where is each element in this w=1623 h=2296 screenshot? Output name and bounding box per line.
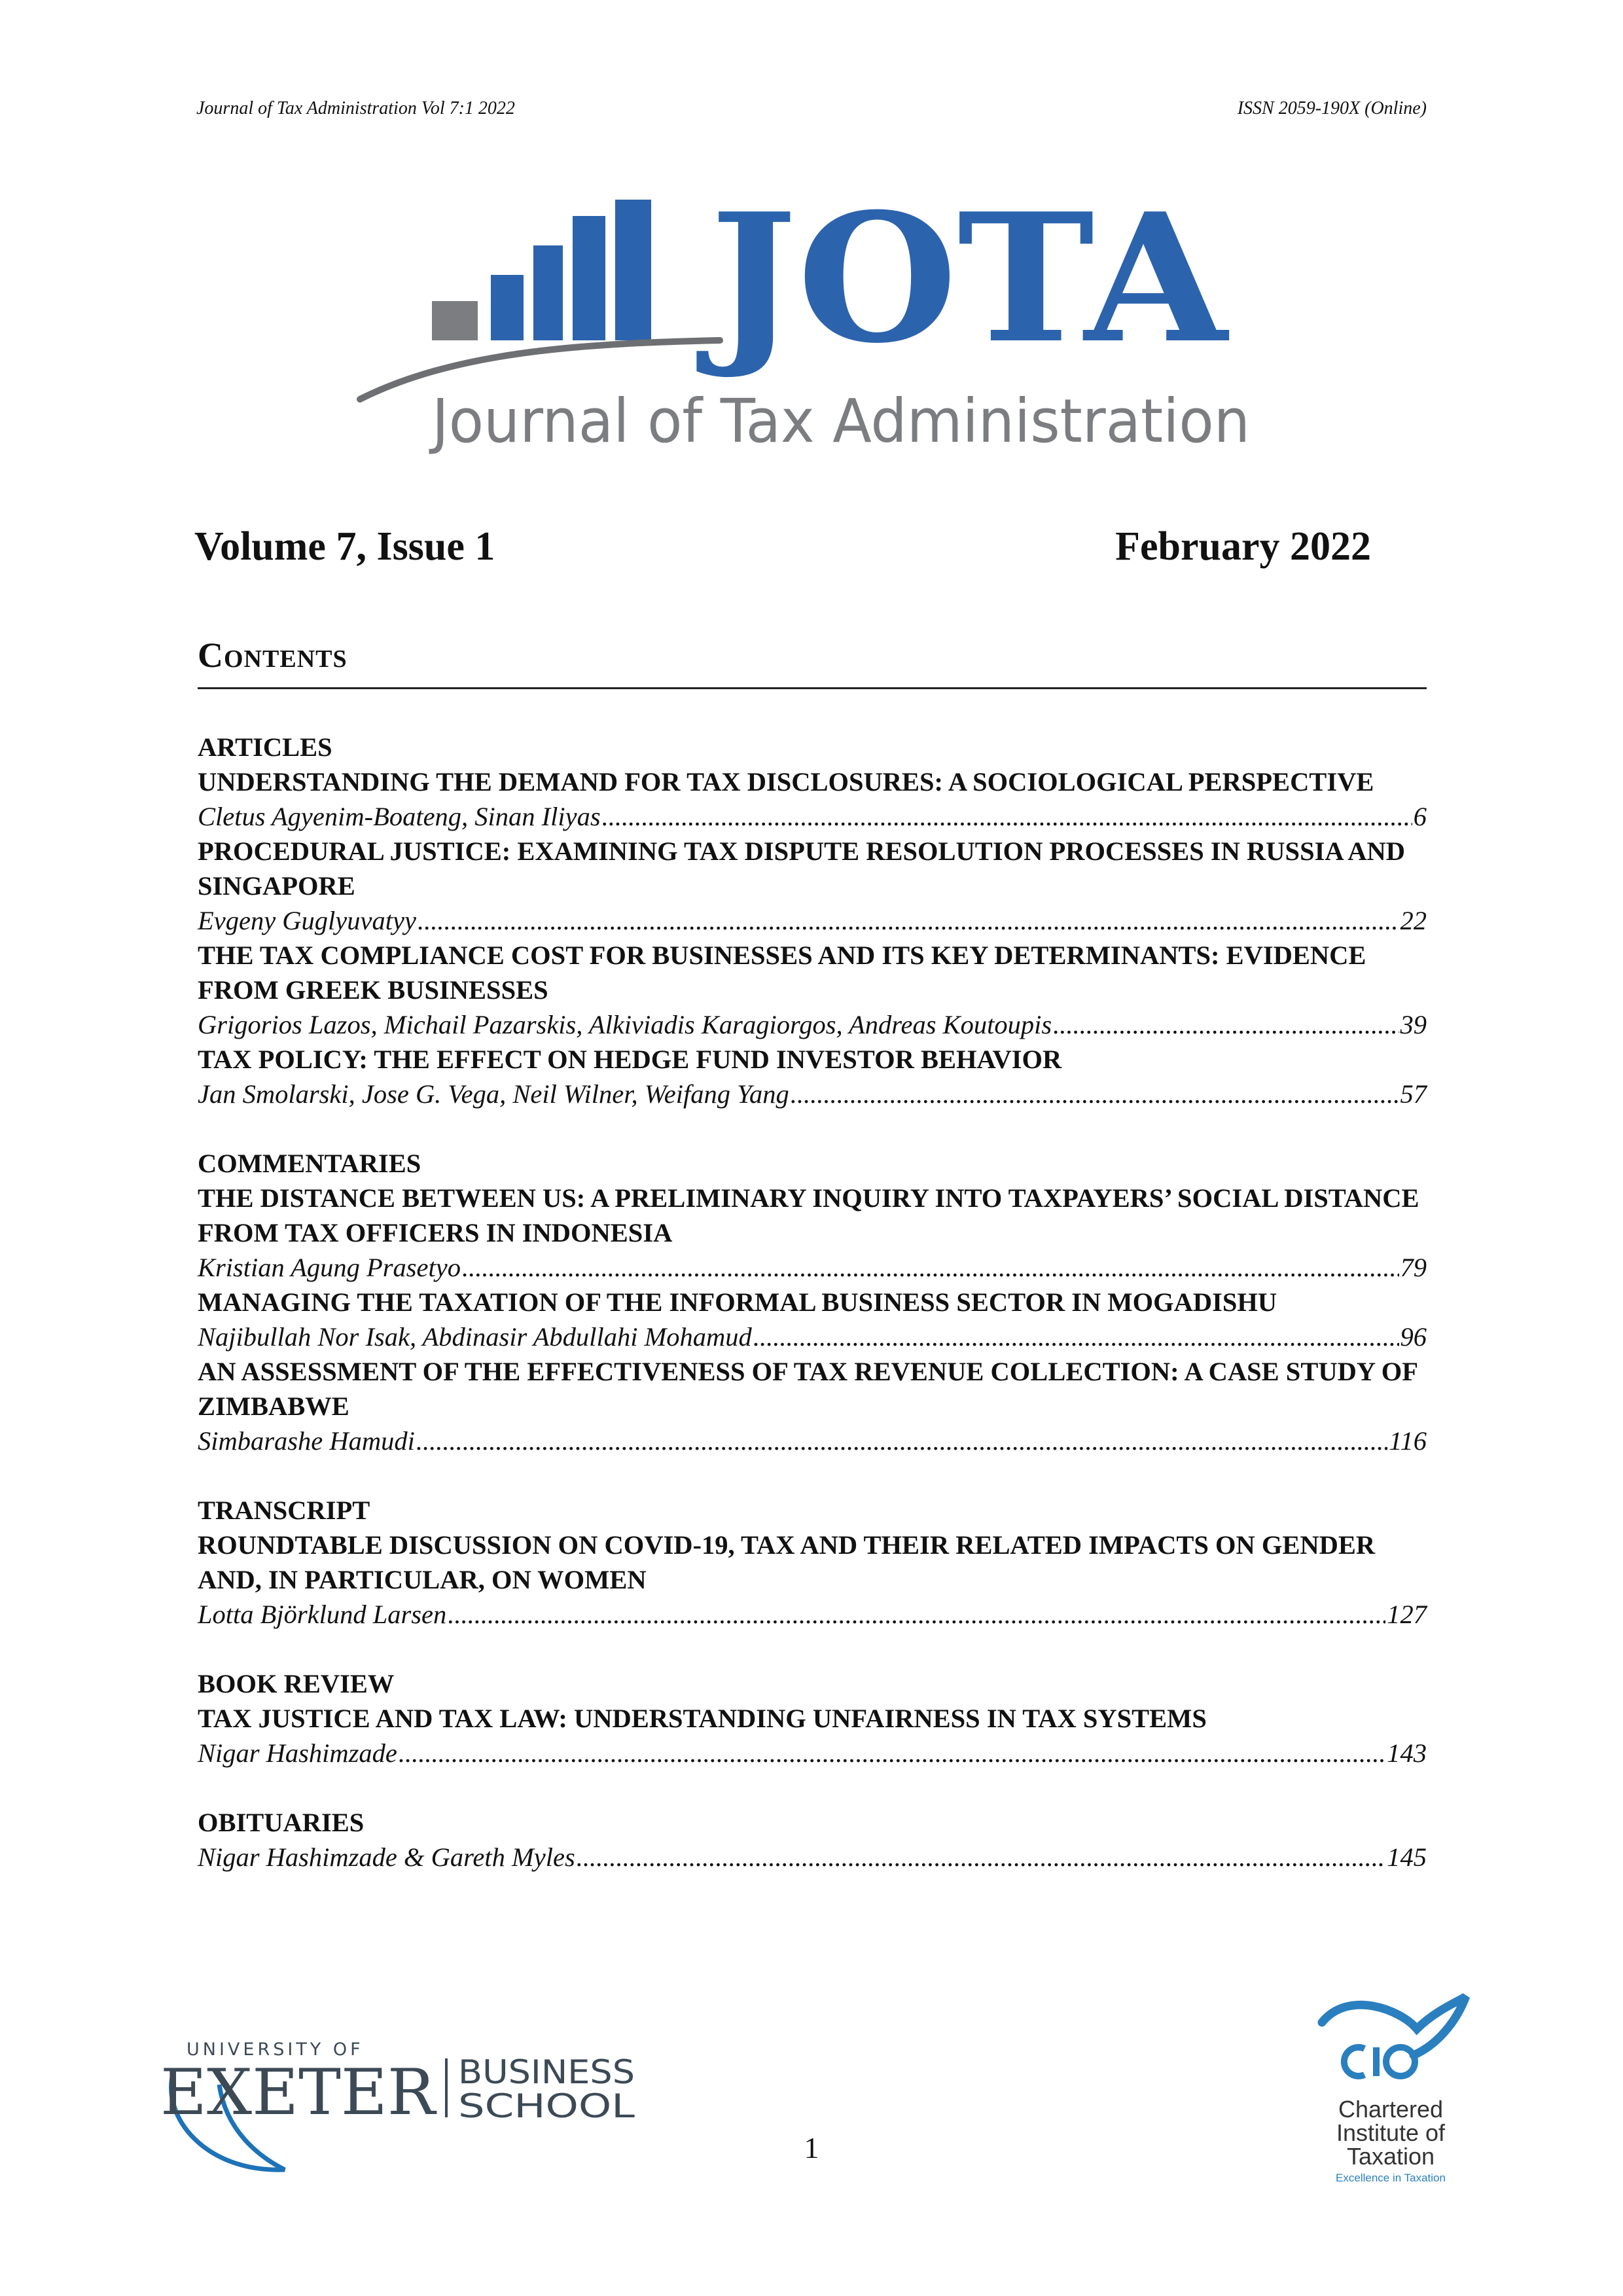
entry-authors: Najibullah Nor Isak, Abdinasir Abdullahi Mohamud [198, 1322, 752, 1352]
issue-line [194, 524, 1371, 570]
entry-author-line [198, 1736, 1427, 1770]
entry-page: 6 [1413, 802, 1427, 831]
entry-authors: Kristian Agung Prasetyo [198, 1253, 461, 1282]
ciot-line2: Institute of [1336, 2119, 1446, 2146]
dot-leader [577, 1840, 1386, 1874]
entry-page: 116 [1389, 1426, 1427, 1456]
toc-entry[interactable] [198, 1285, 1427, 1354]
dot-leader [462, 1250, 1399, 1285]
toc-entry[interactable] [198, 834, 1427, 938]
page-number: 1 [804, 2131, 819, 2164]
entry-page: 145 [1387, 1842, 1427, 1872]
entry-author-line [198, 1319, 1427, 1354]
dot-leader [399, 1736, 1385, 1770]
section-title: BOOK REVIEW [198, 1669, 395, 1698]
exeter-line3: BUSINESS [458, 2053, 635, 2091]
entry-authors: Jan Smolarski, Jose G. Vega, Neil Wilner, Weifang Yang [198, 1079, 789, 1109]
toc-entry[interactable] [198, 938, 1427, 1042]
entry-title: TAX POLICY: THE EFFECT ON HEDGE FUND INVESTOR BEHAVIOR [198, 1045, 1062, 1074]
ciot-line1: Chartered [1338, 2096, 1444, 2123]
toc-entry[interactable] [198, 1840, 1427, 1874]
ciot-i [1373, 2047, 1380, 2076]
entry-author-line [198, 1250, 1427, 1285]
entry-author-line [198, 1597, 1427, 1632]
dot-leader [753, 1319, 1399, 1354]
entry-authors: Lotta Björklund Larsen [198, 1600, 447, 1629]
journal-citation: Journal of Tax Administration Vol 7:1 2022 [196, 98, 515, 118]
ciot-tagline: Excellence in Taxation [1336, 2172, 1446, 2184]
logo-bar-1 [491, 275, 524, 340]
toc-section-articles [198, 730, 1427, 1111]
entry-title: THE TAX COMPLIANCE COST FOR BUSINESSES AND ITS KEY DETERMINANTS: EVIDENCE FROM GREEK BUSINESSES [198, 941, 1366, 1005]
ciot-c [1344, 2047, 1364, 2076]
exeter-line1: UNIVERSITY OF [187, 2039, 364, 2060]
logo-bar-grey [432, 301, 478, 340]
section-title: COMMENTARIES [198, 1149, 421, 1178]
entry-title: AN ASSESSMENT OF THE EFFECTIVENESS OF TAX REVENUE COLLECTION: A CASE STUDY OF ZIMBABWE [198, 1357, 1418, 1421]
dot-leader [418, 903, 1399, 938]
section-title: ARTICLES [198, 732, 332, 762]
toc-entry[interactable] [198, 1181, 1427, 1285]
entry-title: THE DISTANCE BETWEEN US: A PRELIMINARY INQUIRY INTO TAXPAYERS’ SOCIAL DISTANCE FROM TAX OFFICERS IN INDONESIA [198, 1183, 1419, 1247]
entry-title: ROUNDTABLE DISCUSSION ON COVID-19, TAX AND THEIR RELATED IMPACTS ON GENDER AND, IN PARTICULAR, ON WOMEN [198, 1530, 1376, 1594]
toc-section-commentaries [198, 1146, 1427, 1458]
entry-author-line [198, 1077, 1427, 1111]
contents-heading: Contents [198, 635, 1427, 689]
entry-author-line [198, 1424, 1427, 1458]
entry-authors: Grigorios Lazos, Michail Pazarskis, Alkiviadis Karagiorgos, Andreas Koutoupis [198, 1010, 1052, 1039]
table-of-contents [198, 730, 1427, 1909]
ciot-wordmark [1279, 2098, 1502, 2185]
entry-page: 22 [1400, 906, 1427, 935]
toc-entry[interactable] [198, 1528, 1427, 1632]
toc-entry[interactable] [198, 1701, 1427, 1770]
logo-bar-4 [615, 200, 651, 340]
toc-entry[interactable] [198, 1354, 1427, 1458]
entry-authors: Cletus Agyenim-Boateng, Sinan Iliyas [198, 802, 601, 831]
section-title: TRANSCRIPT [198, 1496, 370, 1525]
exeter-line2: EXETER [160, 2056, 437, 2129]
entry-page: 39 [1400, 1010, 1427, 1039]
entry-authors: Evgeny Guglyuvatyy [198, 906, 416, 935]
entry-page: 143 [1387, 1738, 1427, 1768]
logo-bar-2 [533, 245, 563, 340]
issn: ISSN 2059-190X (Online) [1237, 98, 1427, 118]
section-title: OBITUARIES [198, 1808, 365, 1837]
entry-page: 79 [1400, 1253, 1427, 1282]
ciot-line3: Taxation [1346, 2143, 1435, 2170]
entry-author-line [198, 903, 1427, 938]
dot-leader [602, 799, 1412, 834]
logo-bar-3 [573, 216, 605, 340]
toc-section-book-review [198, 1666, 1427, 1770]
volume-issue: Volume 7, Issue 1 [194, 524, 495, 569]
exeter-business-school-logo [147, 2032, 645, 2183]
entry-authors: Nigar Hashimzade & Gareth Myles [198, 1842, 575, 1872]
issue-date: February 2022 [1115, 524, 1371, 569]
entry-author-line [198, 799, 1427, 834]
dot-leader [416, 1424, 1387, 1458]
logo-wordmark: JOTA [696, 177, 1231, 382]
entry-author-line [198, 1840, 1427, 1874]
entry-title: PROCEDURAL JUSTICE: EXAMINING TAX DISPUTE RESOLUTION PROCESSES IN RUSSIA AND SINGAPORE [198, 836, 1406, 901]
dot-leader [791, 1077, 1399, 1111]
toc-entry[interactable] [198, 764, 1427, 834]
entry-authors: Nigar Hashimzade [198, 1738, 397, 1768]
entry-authors: Simbarashe Hamudi [198, 1426, 415, 1456]
entry-author-line [198, 1007, 1427, 1042]
entry-title: MANAGING THE TAXATION OF THE INFORMAL BUSINESS SECTOR IN MOGADISHU [198, 1287, 1277, 1317]
jota-logo [353, 177, 1283, 471]
entry-page: 96 [1400, 1322, 1427, 1352]
dot-leader [448, 1597, 1385, 1632]
entry-title: UNDERSTANDING THE DEMAND FOR TAX DISCLOSURES: A SOCIOLOGICAL PERSPECTIVE [198, 767, 1374, 797]
entry-page: 57 [1400, 1079, 1427, 1109]
toc-section-transcript [198, 1493, 1427, 1632]
toc-section-obituaries [198, 1805, 1427, 1874]
ciot-o [1386, 2047, 1415, 2076]
toc-entry[interactable] [198, 1042, 1427, 1111]
running-header [196, 98, 1427, 119]
entry-page: 127 [1387, 1600, 1427, 1629]
logo-subtitle: Journal of Tax Administration [429, 386, 1250, 456]
entry-title: TAX JUSTICE AND TAX LAW: UNDERSTANDING UNFAIRNESS IN TAX SYSTEMS [198, 1704, 1207, 1733]
exeter-line4: SCHOOL [458, 2087, 635, 2125]
dot-leader [1053, 1007, 1399, 1042]
